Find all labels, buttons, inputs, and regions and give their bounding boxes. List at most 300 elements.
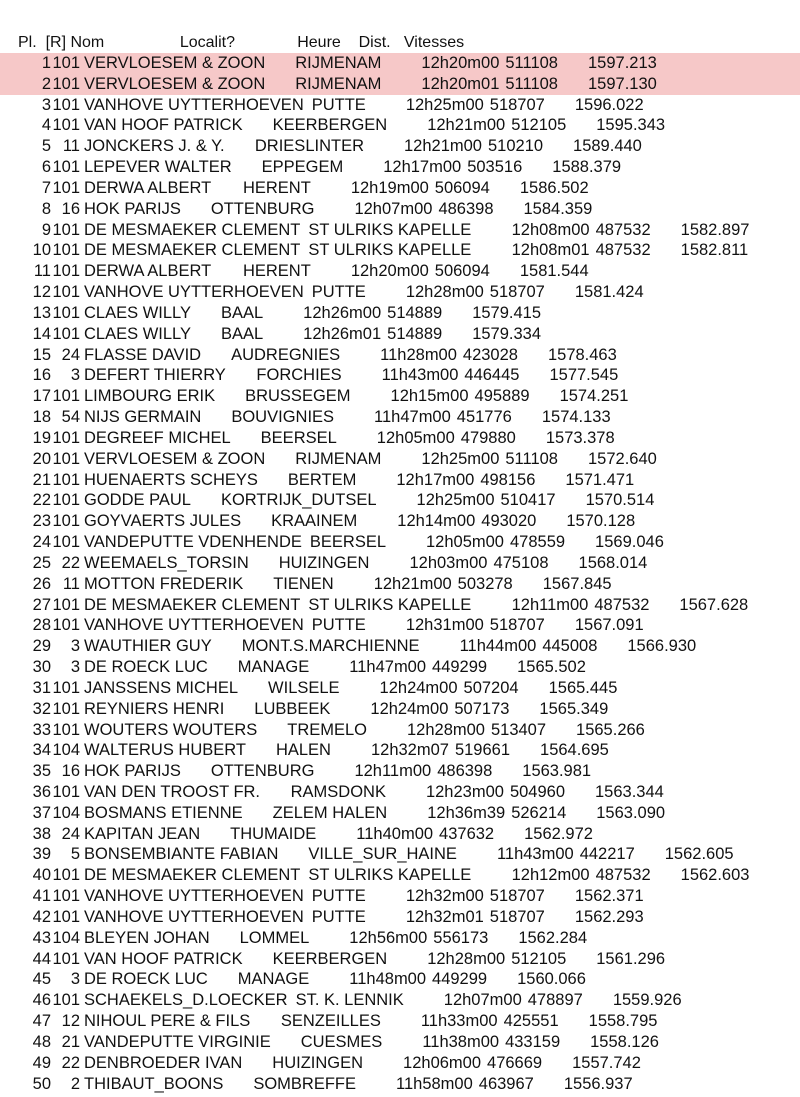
row-distance: 495889 — [474, 387, 530, 406]
row-speed: 1563.344 — [594, 782, 664, 801]
table-row — [0, 1011, 800, 1032]
row-distance: 476669 — [487, 1053, 543, 1072]
row-speed: 1588.379 — [552, 158, 622, 177]
table-row — [0, 220, 800, 241]
row-distance: 486398 — [438, 199, 494, 218]
table-row — [0, 157, 800, 178]
row-r-code: 101 — [52, 241, 80, 260]
table-row — [0, 553, 800, 574]
row-location: HERENT — [242, 178, 311, 197]
row-time: 12h20m00 — [421, 54, 500, 72]
row-speed: 1567.628 — [679, 595, 749, 614]
row-distance: 445008 — [542, 637, 598, 656]
row-distance: 449299 — [432, 970, 488, 989]
row-distance: 556173 — [433, 928, 489, 947]
table-row — [0, 386, 800, 407]
row-place: 30 — [32, 658, 51, 677]
row-speed: 1589.440 — [573, 137, 642, 156]
row-location: OTTENBURG — [210, 199, 315, 218]
row-speed: 1563.090 — [596, 803, 666, 822]
row-speed: 1597.130 — [587, 74, 657, 93]
row-speed: 1572.640 — [587, 449, 657, 468]
row-distance: 442217 — [579, 845, 635, 864]
table-row — [0, 615, 800, 636]
row-location: RIJMENAM — [295, 54, 382, 72]
row-distance: 487532 — [595, 241, 651, 260]
row-time: 12h11m00 — [511, 595, 589, 614]
row-name: NIHOUL PERE & FILS — [84, 1012, 251, 1031]
header-heure: Heure — [297, 34, 341, 51]
row-location: BRUSSEGEM — [245, 387, 351, 406]
row-name: MOTTON FREDERIK — [84, 574, 244, 593]
row-place: 44 — [32, 949, 51, 968]
row-time: 12h36m39 — [427, 803, 506, 822]
table-row — [0, 303, 800, 324]
row-speed: 1556.937 — [563, 1074, 633, 1093]
row-speed: 1582.897 — [680, 220, 750, 239]
row-speed: 1562.603 — [680, 866, 750, 885]
row-time: 12h17m00 — [383, 158, 462, 177]
row-r-code: 101 — [52, 116, 80, 135]
row-place: 2 — [41, 74, 51, 93]
row-time: 11h40m00 — [356, 824, 434, 843]
row-time: 12h20m00 — [350, 262, 429, 281]
row-distance: 463967 — [478, 1074, 534, 1093]
row-time: 11h33m00 — [420, 1012, 498, 1031]
row-speed: 1571.471 — [565, 470, 635, 489]
row-r-code: 24 — [61, 345, 80, 364]
row-distance: 507204 — [463, 678, 519, 697]
row-r-code: 101 — [52, 782, 80, 801]
row-location: KORTRIJK_DUTSEL — [220, 491, 377, 510]
row-time: 11h48m00 — [349, 970, 427, 989]
row-name: DE ROECK LUC — [84, 658, 208, 677]
row-place: 31 — [32, 678, 51, 697]
row-speed: 1581.544 — [519, 262, 589, 281]
table-row — [0, 136, 800, 157]
row-time: 11h43m00 — [496, 845, 574, 864]
row-time: 12h21m00 — [373, 574, 452, 593]
row-place: 7 — [41, 178, 51, 197]
row-r-code: 21 — [61, 1032, 80, 1051]
row-place: 10 — [32, 241, 51, 260]
row-name: REYNIERS HENRI — [84, 699, 225, 718]
table-row — [0, 990, 800, 1011]
table-row — [0, 53, 800, 74]
row-place: 21 — [32, 470, 51, 489]
row-name: VANHOVE UYTTERHOEVEN — [84, 616, 304, 635]
row-r-code: 3 — [70, 658, 80, 677]
row-r-code: 101 — [52, 220, 80, 239]
row-location: KEERBERGEN — [272, 949, 388, 968]
row-r-code: 101 — [52, 303, 80, 322]
row-r-code: 101 — [52, 866, 80, 885]
table-row — [0, 282, 800, 303]
row-location: EPPEGEM — [261, 158, 344, 177]
header-pl: Pl. — [18, 34, 37, 51]
row-name: HOK PARIJS — [84, 762, 181, 781]
table-row — [0, 199, 800, 220]
row-time: 12h25m00 — [405, 95, 484, 114]
row-distance: 513407 — [490, 720, 547, 739]
row-time: 12h24m00 — [379, 678, 458, 697]
row-place: 14 — [32, 324, 51, 343]
row-place: 26 — [32, 574, 51, 593]
row-place: 9 — [41, 220, 51, 239]
row-r-code: 101 — [52, 512, 80, 531]
row-name: SCHAEKELS_D.LOECKER — [84, 991, 288, 1010]
row-time: 12h28m00 — [427, 949, 506, 968]
row-speed: 1565.445 — [548, 678, 618, 697]
row-name: VERVLOESEM & ZOON — [84, 449, 266, 468]
row-speed: 1558.795 — [588, 1012, 658, 1031]
row-name: WEEMAELS_TORSIN — [84, 553, 249, 572]
row-r-code: 101 — [52, 720, 80, 739]
row-r-code: 11 — [62, 574, 80, 593]
row-place: 32 — [32, 699, 51, 718]
row-time: 12h32m00 — [405, 887, 484, 906]
row-place: 43 — [32, 928, 51, 947]
row-location: MANAGE — [237, 970, 310, 989]
row-location: FORCHIES — [256, 366, 342, 385]
row-location: OTTENBURG — [210, 762, 315, 781]
row-location: ST ULRIKS KAPELLE — [308, 595, 472, 614]
row-name: DE MESMAEKER CLEMENT — [84, 866, 301, 885]
row-name: JONCKERS J. & Y. — [84, 137, 225, 156]
row-speed: 1566.930 — [627, 637, 697, 656]
row-r-code: 104 — [52, 741, 80, 760]
header-localit: Localit? — [179, 34, 235, 51]
row-distance: 449299 — [432, 658, 488, 677]
row-location: HALEN — [275, 741, 331, 760]
row-speed: 1565.349 — [539, 699, 609, 718]
row-place: 48 — [32, 1032, 51, 1051]
header-vitesses: Vitesses — [403, 34, 465, 51]
row-location: BERTEM — [287, 470, 357, 489]
row-time: 12h28m00 — [405, 283, 484, 302]
row-name: DERWA ALBERT — [84, 262, 212, 281]
row-name: DEFERT THIERRY — [84, 366, 226, 385]
row-name: LEPEVER WALTER — [84, 158, 232, 177]
row-r-code: 101 — [52, 678, 80, 697]
header-r: [R] — [45, 34, 67, 51]
row-r-code: 101 — [52, 907, 80, 926]
row-time: 12h08m01 — [511, 241, 590, 260]
row-r-code: 101 — [52, 74, 80, 93]
table-row — [0, 511, 800, 532]
row-speed: 1597.213 — [587, 54, 657, 72]
row-speed: 1579.415 — [472, 303, 542, 322]
row-location: MANAGE — [237, 658, 310, 677]
table-row — [0, 907, 800, 928]
row-place: 18 — [32, 408, 51, 427]
row-place: 37 — [32, 803, 51, 822]
row-speed: 1559.926 — [612, 991, 682, 1010]
row-speed: 1562.293 — [574, 907, 644, 926]
table-row — [0, 969, 800, 990]
row-distance: 512105 — [511, 116, 567, 135]
row-distance: 511108 — [505, 54, 558, 72]
row-location: ST ULRIKS KAPELLE — [308, 220, 472, 239]
row-distance: 437632 — [439, 824, 495, 843]
row-distance: 514889 — [387, 324, 443, 343]
table-row — [0, 490, 800, 511]
table-row — [0, 1074, 800, 1095]
row-speed: 1582.811 — [680, 241, 749, 260]
row-distance: 425551 — [503, 1012, 559, 1031]
row-location: WILSELE — [268, 678, 340, 697]
row-r-code: 104 — [52, 803, 80, 822]
row-location: LUBBEEK — [254, 699, 331, 718]
row-place: 5 — [41, 137, 51, 156]
row-speed: 1560.066 — [517, 970, 586, 989]
table-row — [0, 470, 800, 491]
row-distance: 503278 — [457, 574, 513, 593]
row-place: 17 — [32, 387, 51, 406]
row-time: 12h08m00 — [511, 220, 590, 239]
row-time: 12h20m01 — [421, 74, 500, 93]
row-time: 12h26m01 — [303, 324, 382, 343]
row-r-code: 101 — [52, 533, 80, 552]
table-row — [0, 949, 800, 970]
row-place: 24 — [32, 533, 51, 552]
row-name: FLASSE DAVID — [84, 345, 202, 364]
row-time: 12h25m00 — [421, 449, 500, 468]
row-location: BAAL — [220, 303, 264, 322]
row-name: VANHOVE UYTTERHOEVEN — [84, 887, 304, 906]
row-place: 47 — [32, 1012, 51, 1031]
row-r-code: 101 — [52, 324, 80, 343]
row-location: SENZEILLES — [280, 1012, 381, 1031]
row-name: VAN HOOF PATRICK — [84, 116, 243, 135]
row-place: 11 — [33, 262, 51, 281]
row-r-code: 101 — [52, 95, 80, 114]
table-row — [0, 720, 800, 741]
row-location: RIJMENAM — [295, 74, 382, 93]
row-place: 34 — [32, 741, 51, 760]
row-time: 12h24m00 — [370, 699, 449, 718]
row-place: 28 — [32, 616, 51, 635]
row-distance: 526214 — [511, 803, 567, 822]
row-location: AUDREGNIES — [231, 345, 341, 364]
row-r-code: 101 — [52, 54, 80, 72]
row-r-code: 101 — [52, 595, 80, 614]
row-r-code: 22 — [61, 1053, 80, 1072]
row-name: VERVLOESEM & ZOON — [84, 74, 266, 93]
table-row — [0, 886, 800, 907]
row-distance: 510417 — [500, 491, 556, 510]
row-distance: 487532 — [595, 220, 651, 239]
row-distance: 446445 — [464, 366, 520, 385]
row-time: 12h31m00 — [405, 616, 484, 635]
row-distance: 478559 — [509, 533, 566, 552]
row-time: 12h15m00 — [390, 387, 469, 406]
row-r-code: 101 — [52, 387, 80, 406]
row-distance: 487532 — [595, 866, 651, 885]
row-name: VAN HOOF PATRICK — [84, 949, 243, 968]
row-place: 4 — [41, 116, 51, 135]
row-place: 40 — [32, 866, 51, 885]
row-location: PUTTE — [311, 616, 366, 635]
row-location: BEERSEL — [309, 533, 387, 552]
row-time: 12h17m00 — [396, 470, 475, 489]
row-distance: 512105 — [511, 949, 567, 968]
row-location: ZELEM HALEN — [272, 803, 388, 822]
row-location: HERENT — [242, 262, 311, 281]
row-time: 12h23m00 — [425, 782, 504, 801]
row-r-code: 12 — [61, 1012, 80, 1031]
row-location: PUTTE — [311, 887, 366, 906]
row-distance: 475108 — [493, 553, 549, 572]
row-name: GOYVAERTS JULES — [84, 512, 242, 531]
row-r-code: 22 — [61, 553, 80, 572]
row-time: 12h03m00 — [409, 553, 488, 572]
row-distance: 511108 — [505, 74, 558, 93]
table-row — [0, 240, 800, 261]
row-time: 12h11m00 — [354, 762, 432, 781]
row-r-code: 16 — [61, 762, 80, 781]
row-speed: 1573.378 — [545, 428, 615, 447]
row-location: RAMSDONK — [290, 782, 386, 801]
row-speed: 1586.502 — [519, 178, 589, 197]
table-row — [0, 761, 800, 782]
table-row — [0, 803, 800, 824]
table-row — [0, 407, 800, 428]
row-time: 12h19m00 — [350, 178, 429, 197]
row-distance: 506094 — [434, 178, 490, 197]
row-place: 29 — [32, 637, 51, 656]
row-r-code: 101 — [52, 887, 80, 906]
row-place: 36 — [32, 782, 51, 801]
row-place: 35 — [32, 762, 51, 781]
row-time: 12h28m00 — [407, 720, 485, 739]
row-place: 45 — [32, 970, 51, 989]
row-distance: 518707 — [489, 616, 545, 635]
table-row — [0, 428, 800, 449]
row-time: 12h56m00 — [349, 928, 428, 947]
row-time: 11h47m00 — [349, 658, 427, 677]
row-name: VERVLOESEM & ZOON — [84, 54, 266, 72]
row-r-code: 101 — [52, 262, 80, 281]
row-speed: 1570.514 — [585, 491, 655, 510]
table-row — [0, 678, 800, 699]
row-place: 22 — [32, 491, 51, 510]
results-list — [0, 53, 800, 1094]
row-location: ST. K. LENNIK — [295, 991, 404, 1010]
row-location: THUMAIDE — [230, 824, 317, 843]
row-name: HOK PARIJS — [84, 199, 181, 218]
row-speed: 1562.605 — [664, 845, 734, 864]
row-distance: 504960 — [509, 782, 565, 801]
table-row — [0, 928, 800, 949]
row-time: 11h43m00 — [381, 366, 459, 385]
table-row — [0, 740, 800, 761]
row-name: VAN DEN TROOST FR. — [84, 782, 261, 801]
table-row — [0, 365, 800, 386]
row-name: JANSSENS MICHEL — [84, 678, 239, 697]
row-place: 41 — [32, 887, 51, 906]
row-time: 11h47m00 — [374, 408, 451, 427]
row-place: 23 — [32, 512, 51, 531]
row-name: THIBAUT_BOONS — [84, 1074, 224, 1093]
row-r-code: 101 — [52, 949, 80, 968]
table-row — [0, 449, 800, 470]
row-time: 12h05m00 — [426, 533, 504, 552]
row-name: DE MESMAEKER CLEMENT — [84, 595, 301, 614]
table-row — [0, 324, 800, 345]
row-speed: 1569.046 — [595, 533, 664, 552]
row-location: HUIZINGEN — [278, 553, 370, 572]
row-time: 11h38m00 — [422, 1032, 500, 1051]
row-time: 12h32m01 — [405, 907, 484, 926]
row-time: 11h28m00 — [380, 345, 457, 364]
row-name: LIMBOURG ERIK — [84, 387, 216, 406]
row-place: 6 — [41, 158, 51, 177]
row-distance: 510210 — [487, 137, 544, 156]
row-location: KRAAINEM — [271, 512, 358, 531]
row-distance: 518707 — [489, 283, 545, 302]
row-distance: 514889 — [387, 303, 443, 322]
table-row — [0, 699, 800, 720]
row-time: 12h21m00 — [427, 116, 506, 135]
row-location: ST ULRIKS KAPELLE — [308, 866, 472, 885]
table-row — [0, 824, 800, 845]
row-place: 8 — [41, 199, 51, 218]
row-name: KAPITAN JEAN — [84, 824, 201, 843]
row-speed: 1579.334 — [472, 324, 542, 343]
row-time: 12h07m00 — [354, 199, 433, 218]
row-time: 12h12m00 — [511, 866, 590, 885]
row-speed: 1561.296 — [596, 949, 666, 968]
row-place: 19 — [32, 428, 51, 447]
row-r-code: 2 — [70, 1074, 80, 1093]
row-speed: 1567.091 — [574, 616, 644, 635]
row-name: WALTERUS HUBERT — [84, 741, 246, 760]
row-speed: 1568.014 — [578, 553, 648, 572]
row-speed: 1574.133 — [541, 408, 611, 427]
row-location: PUTTE — [311, 907, 366, 926]
row-name: VANHOVE UYTTERHOEVEN — [84, 907, 304, 926]
header-dist: Dist. — [358, 34, 391, 51]
row-speed: 1595.343 — [596, 116, 666, 135]
row-place: 16 — [32, 366, 51, 385]
row-name: BONSEMBIANTE FABIAN — [84, 845, 279, 864]
row-r-code: 104 — [52, 928, 80, 947]
row-name: DE ROECK LUC — [84, 970, 208, 989]
row-distance: 519661 — [454, 741, 511, 760]
row-r-code: 101 — [52, 449, 80, 468]
row-speed: 1565.502 — [517, 658, 586, 677]
table-row — [0, 595, 800, 616]
row-r-code: 3 — [70, 366, 80, 385]
row-location: PUTTE — [311, 95, 366, 114]
row-name: BLEYEN JOHAN — [84, 928, 210, 947]
row-r-code: 11 — [62, 137, 80, 156]
row-location: BEERSEL — [260, 428, 337, 447]
row-speed: 1574.251 — [559, 387, 629, 406]
table-row — [0, 1032, 800, 1053]
table-row — [0, 115, 800, 136]
row-name: CLAES WILLY — [84, 303, 191, 322]
row-name: DEGREEF MICHEL — [84, 428, 231, 447]
row-speed: 1565.266 — [576, 720, 645, 739]
row-r-code: 101 — [52, 616, 80, 635]
row-name: HUENAERTS SCHEYS — [84, 470, 258, 489]
row-speed: 1584.359 — [523, 199, 593, 218]
row-place: 49 — [32, 1053, 51, 1072]
row-time: 12h07m00 — [443, 991, 522, 1010]
row-name: WAUTHIER GUY — [84, 637, 212, 656]
